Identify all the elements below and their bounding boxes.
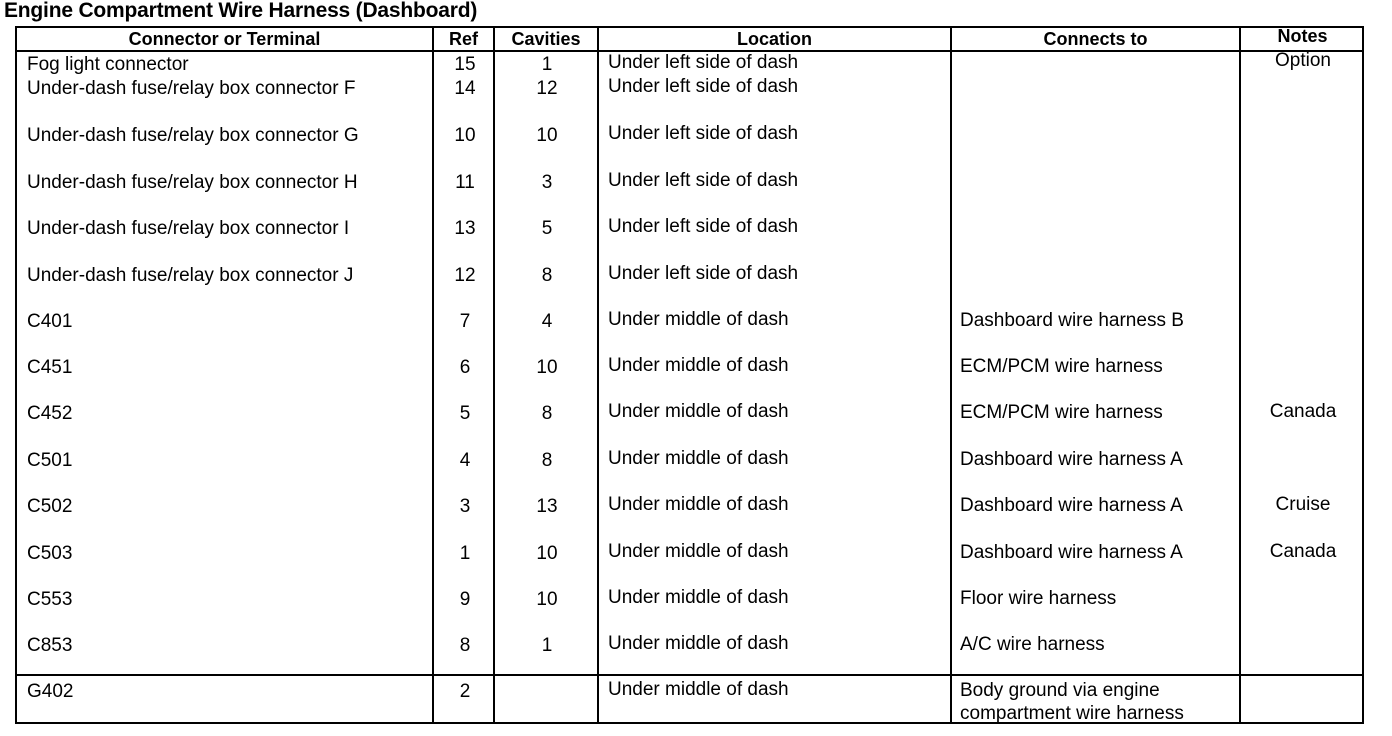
ref-cell: 8 <box>459 635 471 656</box>
connector-cell: Under-dash fuse/relay box connector J <box>27 265 354 286</box>
ref-cell: 10 <box>454 125 476 146</box>
connector-cell: C501 <box>27 450 73 471</box>
cavities-cell: 1 <box>541 635 553 656</box>
connects-to-cell: ECM/PCM wire harness <box>960 356 1163 377</box>
cavities-cell: 8 <box>541 403 553 424</box>
header-cavities: Cavities <box>511 29 581 49</box>
connects-to-cell: A/C wire harness <box>960 634 1105 655</box>
location-cell: Under middle of dash <box>608 448 789 469</box>
header-connects-to: Connects to <box>1043 29 1148 49</box>
connects-to-cell: Dashboard wire harness A <box>960 542 1183 563</box>
location-cell: Under left side of dash <box>608 52 799 73</box>
location-cell: Under middle of dash <box>608 401 789 422</box>
connects-to-cell: Dashboard wire harness A <box>960 495 1183 516</box>
ref-cell: 7 <box>459 311 471 332</box>
connects-to-cell: Floor wire harness <box>960 588 1117 609</box>
connector-cell: C502 <box>27 496 73 517</box>
column-divider <box>950 28 952 722</box>
cavities-cell: 1 <box>541 54 553 75</box>
notes-cell: Canada <box>1269 541 1337 562</box>
column-divider <box>1239 28 1241 722</box>
ref-cell: 4 <box>459 450 471 471</box>
connector-cell: C503 <box>27 543 73 564</box>
location-cell: Under middle of dash <box>608 355 789 376</box>
connector-cell: C553 <box>27 589 73 610</box>
notes-cell: Canada <box>1269 401 1337 422</box>
connector-cell: C452 <box>27 403 73 424</box>
connector-cell: C451 <box>27 357 73 378</box>
connector-cell: Under-dash fuse/relay box connector F <box>27 78 356 99</box>
cavities-cell: 10 <box>536 589 558 610</box>
ref-cell: 1 <box>459 543 471 564</box>
connector-cell: Under-dash fuse/relay box connector I <box>27 218 350 239</box>
notes-cell: Cruise <box>1275 494 1331 515</box>
header-connector: Connector or Terminal <box>128 29 321 49</box>
location-cell: Under middle of dash <box>608 309 789 330</box>
ref-cell: 5 <box>459 403 471 424</box>
connector-cell: Fog light connector <box>27 54 189 75</box>
ref-cell: 9 <box>459 589 471 610</box>
ref-cell: 3 <box>459 496 471 517</box>
cavities-cell: 10 <box>536 543 558 564</box>
harness-table <box>15 26 1364 724</box>
location-cell: Under middle of dash <box>608 541 789 562</box>
ref-cell: 13 <box>454 218 476 239</box>
cavities-cell: 13 <box>536 496 558 517</box>
cavities-cell: 3 <box>541 172 553 193</box>
cavities-cell: 5 <box>541 218 553 239</box>
cavities-cell: 10 <box>536 357 558 378</box>
location-cell: Under left side of dash <box>608 76 799 97</box>
connects-to-cell: Dashboard wire harness B <box>960 310 1184 331</box>
ref-cell: 6 <box>459 357 471 378</box>
ref-cell: 2 <box>459 681 471 702</box>
cavities-cell: 8 <box>541 450 553 471</box>
row-divider <box>17 674 1362 676</box>
page-title: Engine Compartment Wire Harness (Dashboard) <box>4 0 478 22</box>
header-notes: Notes <box>1277 26 1328 46</box>
ref-cell: 11 <box>455 172 475 193</box>
location-cell: Under left side of dash <box>608 216 799 237</box>
column-divider <box>432 28 434 722</box>
location-cell: Under left side of dash <box>608 263 799 284</box>
connector-cell: C853 <box>27 635 73 656</box>
ref-cell: 15 <box>454 54 476 75</box>
ref-cell: 14 <box>454 78 476 99</box>
location-cell: Under left side of dash <box>608 170 799 191</box>
connects-to-cell: ECM/PCM wire harness <box>960 402 1163 423</box>
ref-cell: 12 <box>454 265 476 286</box>
location-cell: Under middle of dash <box>608 633 789 654</box>
location-cell: Under left side of dash <box>608 123 799 144</box>
connects-to-cell: Body ground via engine compartment wire harness <box>960 680 1184 724</box>
connector-cell: G402 <box>27 681 74 702</box>
notes-cell: Option <box>1275 50 1331 71</box>
cavities-cell: 12 <box>536 78 558 99</box>
connector-cell: Under-dash fuse/relay box connector H <box>27 172 358 193</box>
cavities-cell: 4 <box>541 311 553 332</box>
location-cell: Under middle of dash <box>608 587 789 608</box>
location-cell: Under middle of dash <box>608 494 789 515</box>
cavities-cell: 8 <box>541 265 553 286</box>
connector-cell: Under-dash fuse/relay box connector G <box>27 125 359 146</box>
header-location: Location <box>737 29 812 49</box>
connector-cell: C401 <box>27 311 73 332</box>
header-ref: Ref <box>448 29 478 49</box>
location-cell: Under middle of dash <box>608 679 789 700</box>
cavities-cell: 10 <box>536 125 558 146</box>
connects-to-cell: Dashboard wire harness A <box>960 449 1183 470</box>
